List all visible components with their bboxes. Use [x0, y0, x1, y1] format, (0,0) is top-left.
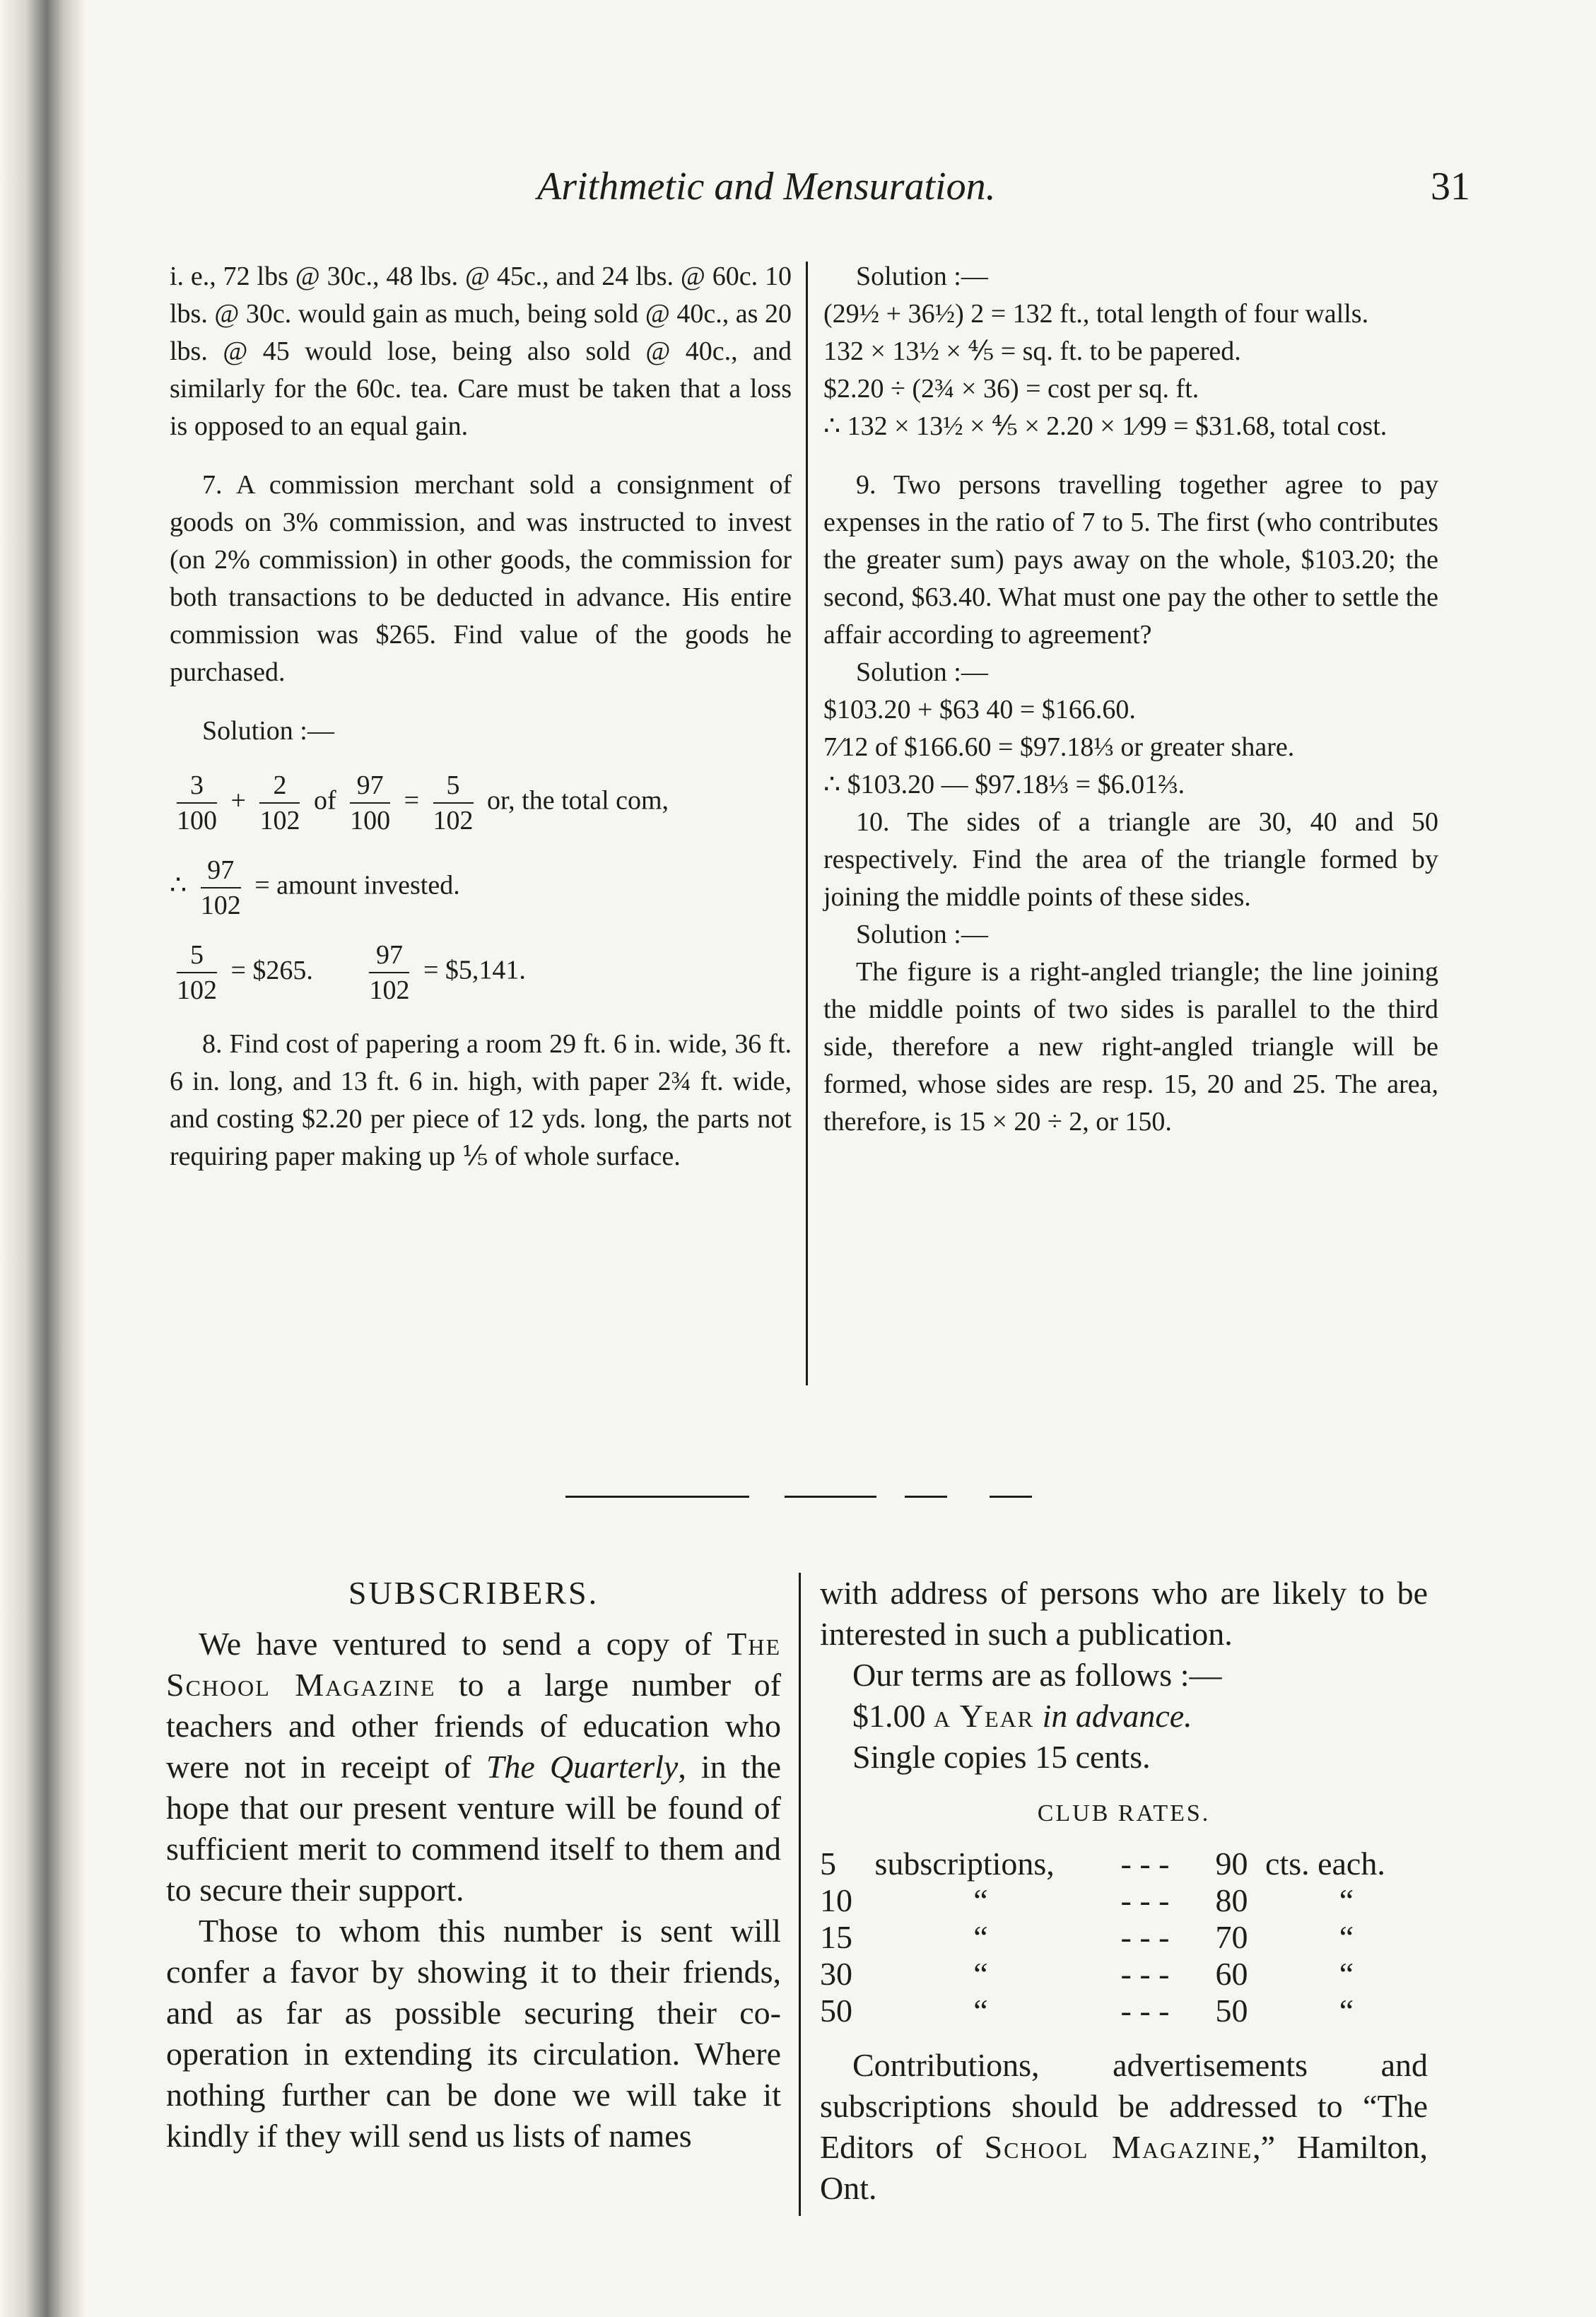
solution-label: Solution :—	[856, 920, 988, 949]
club-rate-dash: - - -	[1120, 1919, 1170, 1955]
club-rate-n: 5	[820, 1846, 836, 1882]
club-rates-table	[820, 1846, 1428, 2029]
club-rate-label: subscriptions,	[874, 1846, 1055, 1882]
binding-edge	[0, 0, 85, 2317]
solution-label: Solution :—	[202, 716, 334, 746]
solution-line: 132 × 13½ × ⅘ = sq. ft. to be papered.	[823, 336, 1241, 366]
club-rate-n: 10	[820, 1882, 852, 1918]
separator-rule	[905, 1496, 947, 1498]
club-rate-label: “	[973, 1956, 988, 1992]
solution-line: (29½ + 36½) 2 = 132 ft., total length of four walls.	[823, 299, 1369, 329]
club-rate-label: “	[973, 1919, 988, 1955]
price-line: $1.00 a Year in advance.	[852, 1698, 1192, 1734]
section-heading: SUBSCRIBERS.	[348, 1575, 599, 1611]
equation-2: ∴ $\frac{97}{102}$ = amount invested.	[170, 855, 460, 920]
upper-left-column	[170, 258, 792, 1175]
club-rate-label: “	[973, 1882, 988, 1918]
club-rate-price: 50	[1215, 1993, 1248, 2029]
paragraph: i. e., 72 lbs @ 30c., 48 lbs. @ 45c., and 24 lbs. @ 60c. 10 lbs. @ 30c. would gain as much, being sold @ 40c., as 20 lbs. @ 45 would lose, being also sold @ 40c., and similarly for the 60c. tea. Care must be taken that a loss is opposed to an equal gain.	[170, 262, 792, 441]
club-rate-unit: “	[1339, 1919, 1354, 1955]
club-rate-row	[820, 1882, 1428, 1919]
club-rate-n: 30	[820, 1956, 852, 1992]
equation-1: $\frac{3}{100}$ + $\frac{2}{102}$ of $\frac{97}{100}$ = $\frac{5}{102}$ or, the total com,	[177, 770, 669, 835]
club-rate-unit: “	[1339, 1882, 1354, 1918]
column-rule-upper	[806, 262, 808, 1385]
club-rate-row	[820, 1956, 1428, 1993]
problem-9: 9. Two persons travelling together agree to pay expenses in the ratio of 7 to 5. The first (who contributes the greater sum) pays away on the whole, $103.20; the second, $63.40. What must one pay the other to settle the affair according to agreement?	[823, 470, 1438, 650]
solution-label: Solution :—	[856, 262, 988, 291]
separator-rule	[565, 1496, 749, 1498]
solution-line: 7⁄12 of $166.60 = $97.18⅓ or greater share.	[823, 732, 1295, 762]
separator-rule	[785, 1496, 876, 1498]
club-rate-label: “	[973, 1993, 988, 2029]
club-rate-unit: cts. each.	[1265, 1846, 1385, 1882]
club-rate-price: 80	[1215, 1882, 1248, 1918]
problem-8: 8. Find cost of papering a room 29 ft. 6 in. wide, 36 ft. 6 in. long, and 13 ft. 6 in. high, with paper 2¾ ft. wide, and costing $2.20 per piece of 12 yds. long, the parts not requiring paper making up ⅕ of whole surface.	[170, 1029, 792, 1171]
club-rate-row	[820, 1919, 1428, 1956]
club-rate-price: 60	[1215, 1956, 1248, 1992]
club-rate-row	[820, 1993, 1428, 2029]
solution-line: $2.20 ÷ (2¾ × 36) = cost per sq. ft.	[823, 374, 1199, 404]
solution-text: The figure is a right-angled triangle; the line joining the middle points of two sides is parallel to the third side, therefore a new right-angled triangle will be formed, whose sides are resp. 15, 20 and 25. The area, therefore, is 15 × 20 ÷ 2, or 150.	[823, 957, 1438, 1137]
club-rate-dash: - - -	[1120, 1993, 1170, 2029]
subscribers-right-column	[820, 1573, 1428, 2209]
subscribers-paragraph: We have ventured to send a copy of The School Magazine to a large number of teachers and other friends of education who were not in receipt of The Quarterly, in the hope that our present venture will be found of sufficient merit to commend itself to them and to secure their support.	[166, 1626, 781, 1908]
upper-right-column	[823, 258, 1438, 1141]
club-rates-heading: CLUB RATES.	[1037, 1800, 1211, 1826]
single-copies-line: Single copies 15 cents.	[852, 1739, 1151, 1775]
problem-10: 10. The sides of a triangle are 30, 40 and 50 respectively. Find the area of the triangle formed by joining the middle points of these sides.	[823, 807, 1438, 912]
club-rate-unit: “	[1339, 1993, 1354, 2029]
problem-7: 7. A commission merchant sold a consignment of goods on 3% commission, and was instructed to invest (on 2% commission) in other goods, the commission for both transactions to be deducted in advance. His entire commission was $265. Find value of the goods he purchased.	[170, 470, 792, 687]
contributions-paragraph: Contributions, advertisements and subscriptions should be addressed to “The Editors of School Magazine,” Hamilton, Ont.	[820, 2047, 1428, 2206]
club-rate-price: 70	[1215, 1919, 1248, 1955]
club-rate-row	[820, 1846, 1428, 1882]
subscribers-left-column	[166, 1573, 781, 2157]
club-rate-price: 90	[1215, 1846, 1248, 1882]
club-rate-dash: - - -	[1120, 1846, 1170, 1882]
club-rate-n: 50	[820, 1993, 852, 2029]
solution-label: Solution :—	[856, 657, 988, 687]
club-rate-dash: - - -	[1120, 1882, 1170, 1918]
club-rate-n: 15	[820, 1919, 852, 1955]
subscribers-paragraph: with address of persons who are likely to be interested in such a publication.	[820, 1575, 1428, 1652]
terms-line: Our terms are as follows :—	[852, 1657, 1222, 1693]
page-number: 31	[1431, 165, 1470, 209]
running-title: Arithmetic and Mensuration.	[537, 165, 996, 209]
club-rate-unit: “	[1339, 1956, 1354, 1992]
subscribers-paragraph: Those to whom this number is sent will confer a favor by showing it to their friends, and as far as possible securing their co-operation in extending its circulation. Where nothing further can be done we will take it kindly if they will send us lists of names	[166, 1913, 781, 2154]
equation-3: $\frac{5}{102}$ = $265. $\frac{97}{102}$ = $5,141.	[177, 940, 526, 1005]
solution-line: $103.20 + $63 40 = $166.60.	[823, 695, 1136, 725]
solution-line: ∴ 132 × 13½ × ⅘ × 2.20 × 1⁄99 = $31.68, total cost.	[823, 411, 1387, 441]
separator-rule	[990, 1496, 1032, 1498]
club-rate-dash: - - -	[1120, 1956, 1170, 1992]
running-header	[537, 164, 1470, 221]
solution-line: ∴ $103.20 — $97.18⅓ = $6.01⅔.	[823, 770, 1185, 799]
column-rule-lower	[799, 1573, 801, 2216]
